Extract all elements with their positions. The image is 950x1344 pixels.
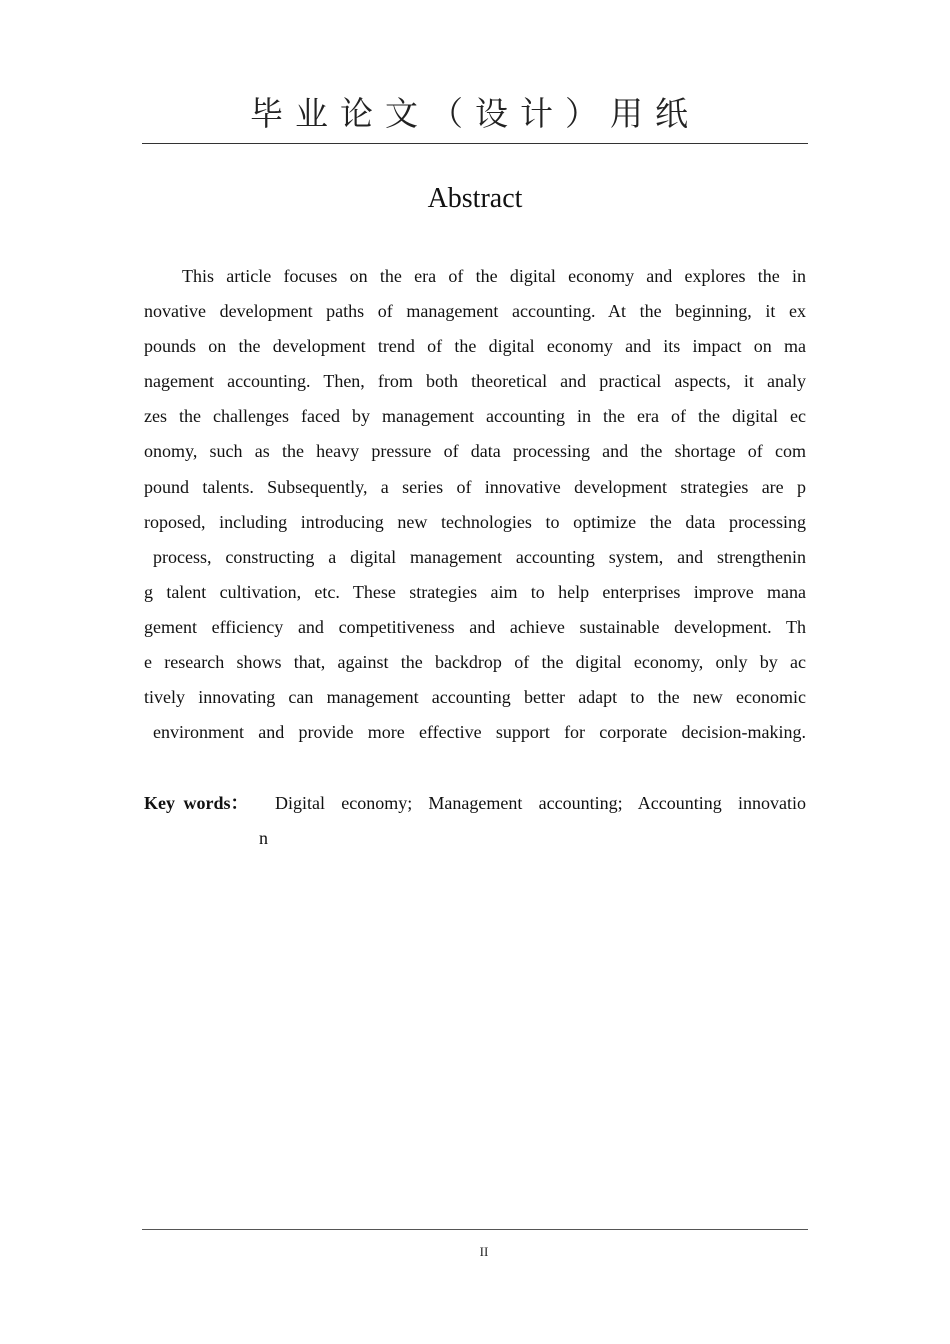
abstract-line: novative development paths of management accounting. At the beginning, it ex [144,301,806,322]
header-divider [142,143,808,144]
page-header-title: 毕业论文（设计）用纸 [250,94,700,133]
abstract-line: zes the challenges faced by management accounting in the era of the digital ec [144,406,806,427]
keywords-line: n [259,828,268,848]
abstract-line: environment and provide more effective support for corporate decision-making. [153,722,806,743]
abstract-line: tively innovating can management accounting better adapt to the new economic [144,687,806,708]
abstract-line: This article focuses on the era of the digital economy and explores the in [182,266,806,286]
abstract-line: nagement accounting. Then, from both theoretical and practical aspects, it analy [144,371,806,392]
abstract-line: roposed, including introducing new technologies to optimize the data processing [144,511,806,532]
abstract-line: process, constructing a digital management accounting system, and strengthenin [153,546,806,567]
keywords-line: Digital economy; Management accounting; Accounting innovatio [275,793,806,813]
abstract-line: gement efficiency and competitiveness and achieve sustainable development. Th [144,616,806,637]
footer-divider [142,1229,808,1230]
abstract-line: onomy, such as the heavy pressure of data processing and the shortage of com [144,441,806,462]
abstract-line: g talent cultivation, etc. These strategies aim to help enterprises improve mana [144,581,806,602]
keywords-text [259,786,806,856]
abstract-heading: Abstract [427,183,523,214]
abstract-line: e research shows that, against the backdrop of the digital economy, only by ac [144,652,806,673]
abstract-body [144,259,806,750]
keywords-label: Key words： [144,793,249,813]
abstract-line: pounds on the development trend of the digital economy and its impact on ma [144,336,806,357]
page-number: II [479,1244,489,1259]
abstract-line: pound talents. Subsequently, a series of innovative development strategies are p [144,476,806,497]
